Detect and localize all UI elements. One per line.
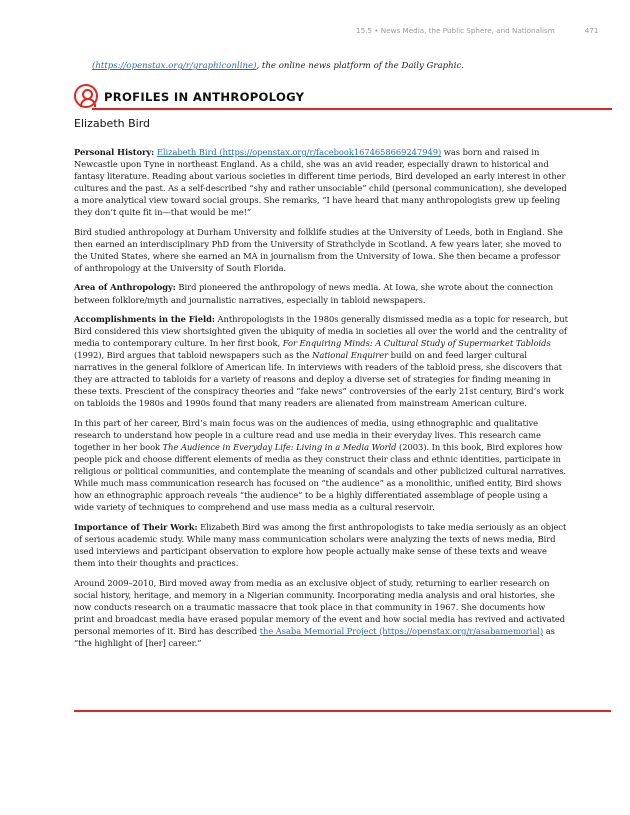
profile-name: Elizabeth Bird [74,117,151,130]
running-head [356,26,599,35]
graphic-online-link[interactable]: (https://openstax.org/r/graphiconline) [92,61,257,71]
area-label: Area of Anthropology: [74,282,176,293]
area-paragraph: Area of Anthropology: Bird pioneered the anthropology of news media. At Iowa, she wrote about the connection between folklore/myth and journalistic narratives, especially in tabloid newspapers. [74,282,554,305]
importance-label: Importance of Their Work: [74,521,198,532]
accomplishments-label: Accomplishments in the Field: [74,314,215,325]
accomplishments-paragraph: Accomplishments in the Field: Anthropologists in the 1980s generally dismissed media as a topic for research, but Bird considered this view shortsighted given the ubiquity of media in societies all over the world and the centrality of media to contemporary culture. In her first book, For Enquiring Minds: A Cultural Study of Supermarket Tabloids (1992), Bird argues that tabloid newspapers such as the National Enquirer build on and feed larger cultural narratives in the general folklore of American life. In interviews with readers of the tabloid press, she discovers that they are attracted to tabloids for a variety of reasons and deploy a diverse set of strategies for finding meaning in these texts. Prescient of the conspiracy theories and “fake news” controversies of the early 21st century, Bird’s work on tabloids the 1980s and 1990s found that many readers are alienated from mainstream American culture. [74,314,568,409]
asaba-memorial-link[interactable]: the Asaba Memorial Project (https://openstax.org/r/asabamemorial) [259,625,544,636]
newspaper-title: National Enquirer [312,350,389,361]
book-title-tabloids: For Enquiring Minds: A Cultural Study of Supermarket Tabloids [282,338,551,349]
importance-paragraph: Importance of Their Work: Elizabeth Bird was among the first anthropologists to take media seriously as an object of serious academic study. While many mass communication scholars were analyzing the texts of news media, Bird used interviews and participant observation to explore how people actually make sense of these texts and weave them into their thoughts and practices. [74,521,567,568]
book-title-audience: The Audience in Everyday Life: Living in a Media World [162,442,397,453]
later-career-paragraph: Around 2009–2010, Bird moved away from media as an exclusive object of study, returning to earlier research on social history, heritage, and memory in a Nigerian community. Incorporating media analysis and oral histories, she now conducts research on a traumatic massacre that took place in that community in 1967. She documents how print and broadcast media have erased popular memory of the event and how social media has revived and activated personal memories of it. Bird has described the Asaba Memorial Project (https://openstax.org/r/asabamemorial) as “the highlight of [her] career.” [74,577,566,648]
page-number: 471 [584,26,599,35]
person-icon [74,84,98,108]
intro-line [92,60,570,72]
personal-history-paragraph: Personal History: Elizabeth Bird (https://openstax.org/r/facebook1674658669247949) was born and raised in Newcastle upon Tyne in northeast England. As a child, she was an avid reader, especially drawn to historical and fantasy literature. Reading about various societies in different time periods, Bird developed an early interest in other cultures and the past. As a self-described “shy and rather unsociable” child (personal communication), she developed a more analytical view toward social groups. She remarks, “I have heard that many anthropologists grew up feeling they don’t quite fit in—that would be me!” [74,147,567,218]
feature-top-rule [92,108,612,110]
personal-history-label: Personal History: [74,147,155,157]
feature-bottom-rule [74,710,611,712]
audience-paragraph: In this part of her career, Bird’s main focus was on the audiences of media, using ethnographic and qualitative research to understand how people in a culture read and use media in their everyday lives. This research came together in her book The Audience in Everyday Life: Living in a Media World (2003). In this book, Bird explores how people pick and choose different elements of media as they construct their class and ethnic identities, participate in religious or political communities, and contemplate the meaning of scandals and other publicized cultural narratives. While much mass communication research has focused on “the audience” as a monolithic, unified entity, Bird shows how an ethnographic approach reveals “the audience” to be a highly differentiated assemblage of people using a wide variety of techniques to comprehend and use mass media as a cultural reservoir. [74,417,567,513]
feature-title: PROFILES IN ANTHROPOLOGY [104,90,305,104]
elizabeth-bird-link[interactable]: Elizabeth Bird (https://openstax.org/r/facebook1674658669247949) [156,147,442,157]
education-paragraph: Bird studied anthropology at Durham University and folklife studies at the University of Leeds, both in England. She then earned an interdisciplinary PhD from the University of Strathclyde in Scotland. A few years later, she moved to the United States, where she earned an MA in journalism from the University of Iowa. She then became a professor of anthropology at the University of South Florida. [74,226,563,273]
intro-line-text: , the online news platform of the Daily Graphic. [256,61,464,71]
profile-body [74,146,568,656]
running-head-section: 15.5 • News Media, the Public Sphere, and Nationalism [356,26,555,35]
